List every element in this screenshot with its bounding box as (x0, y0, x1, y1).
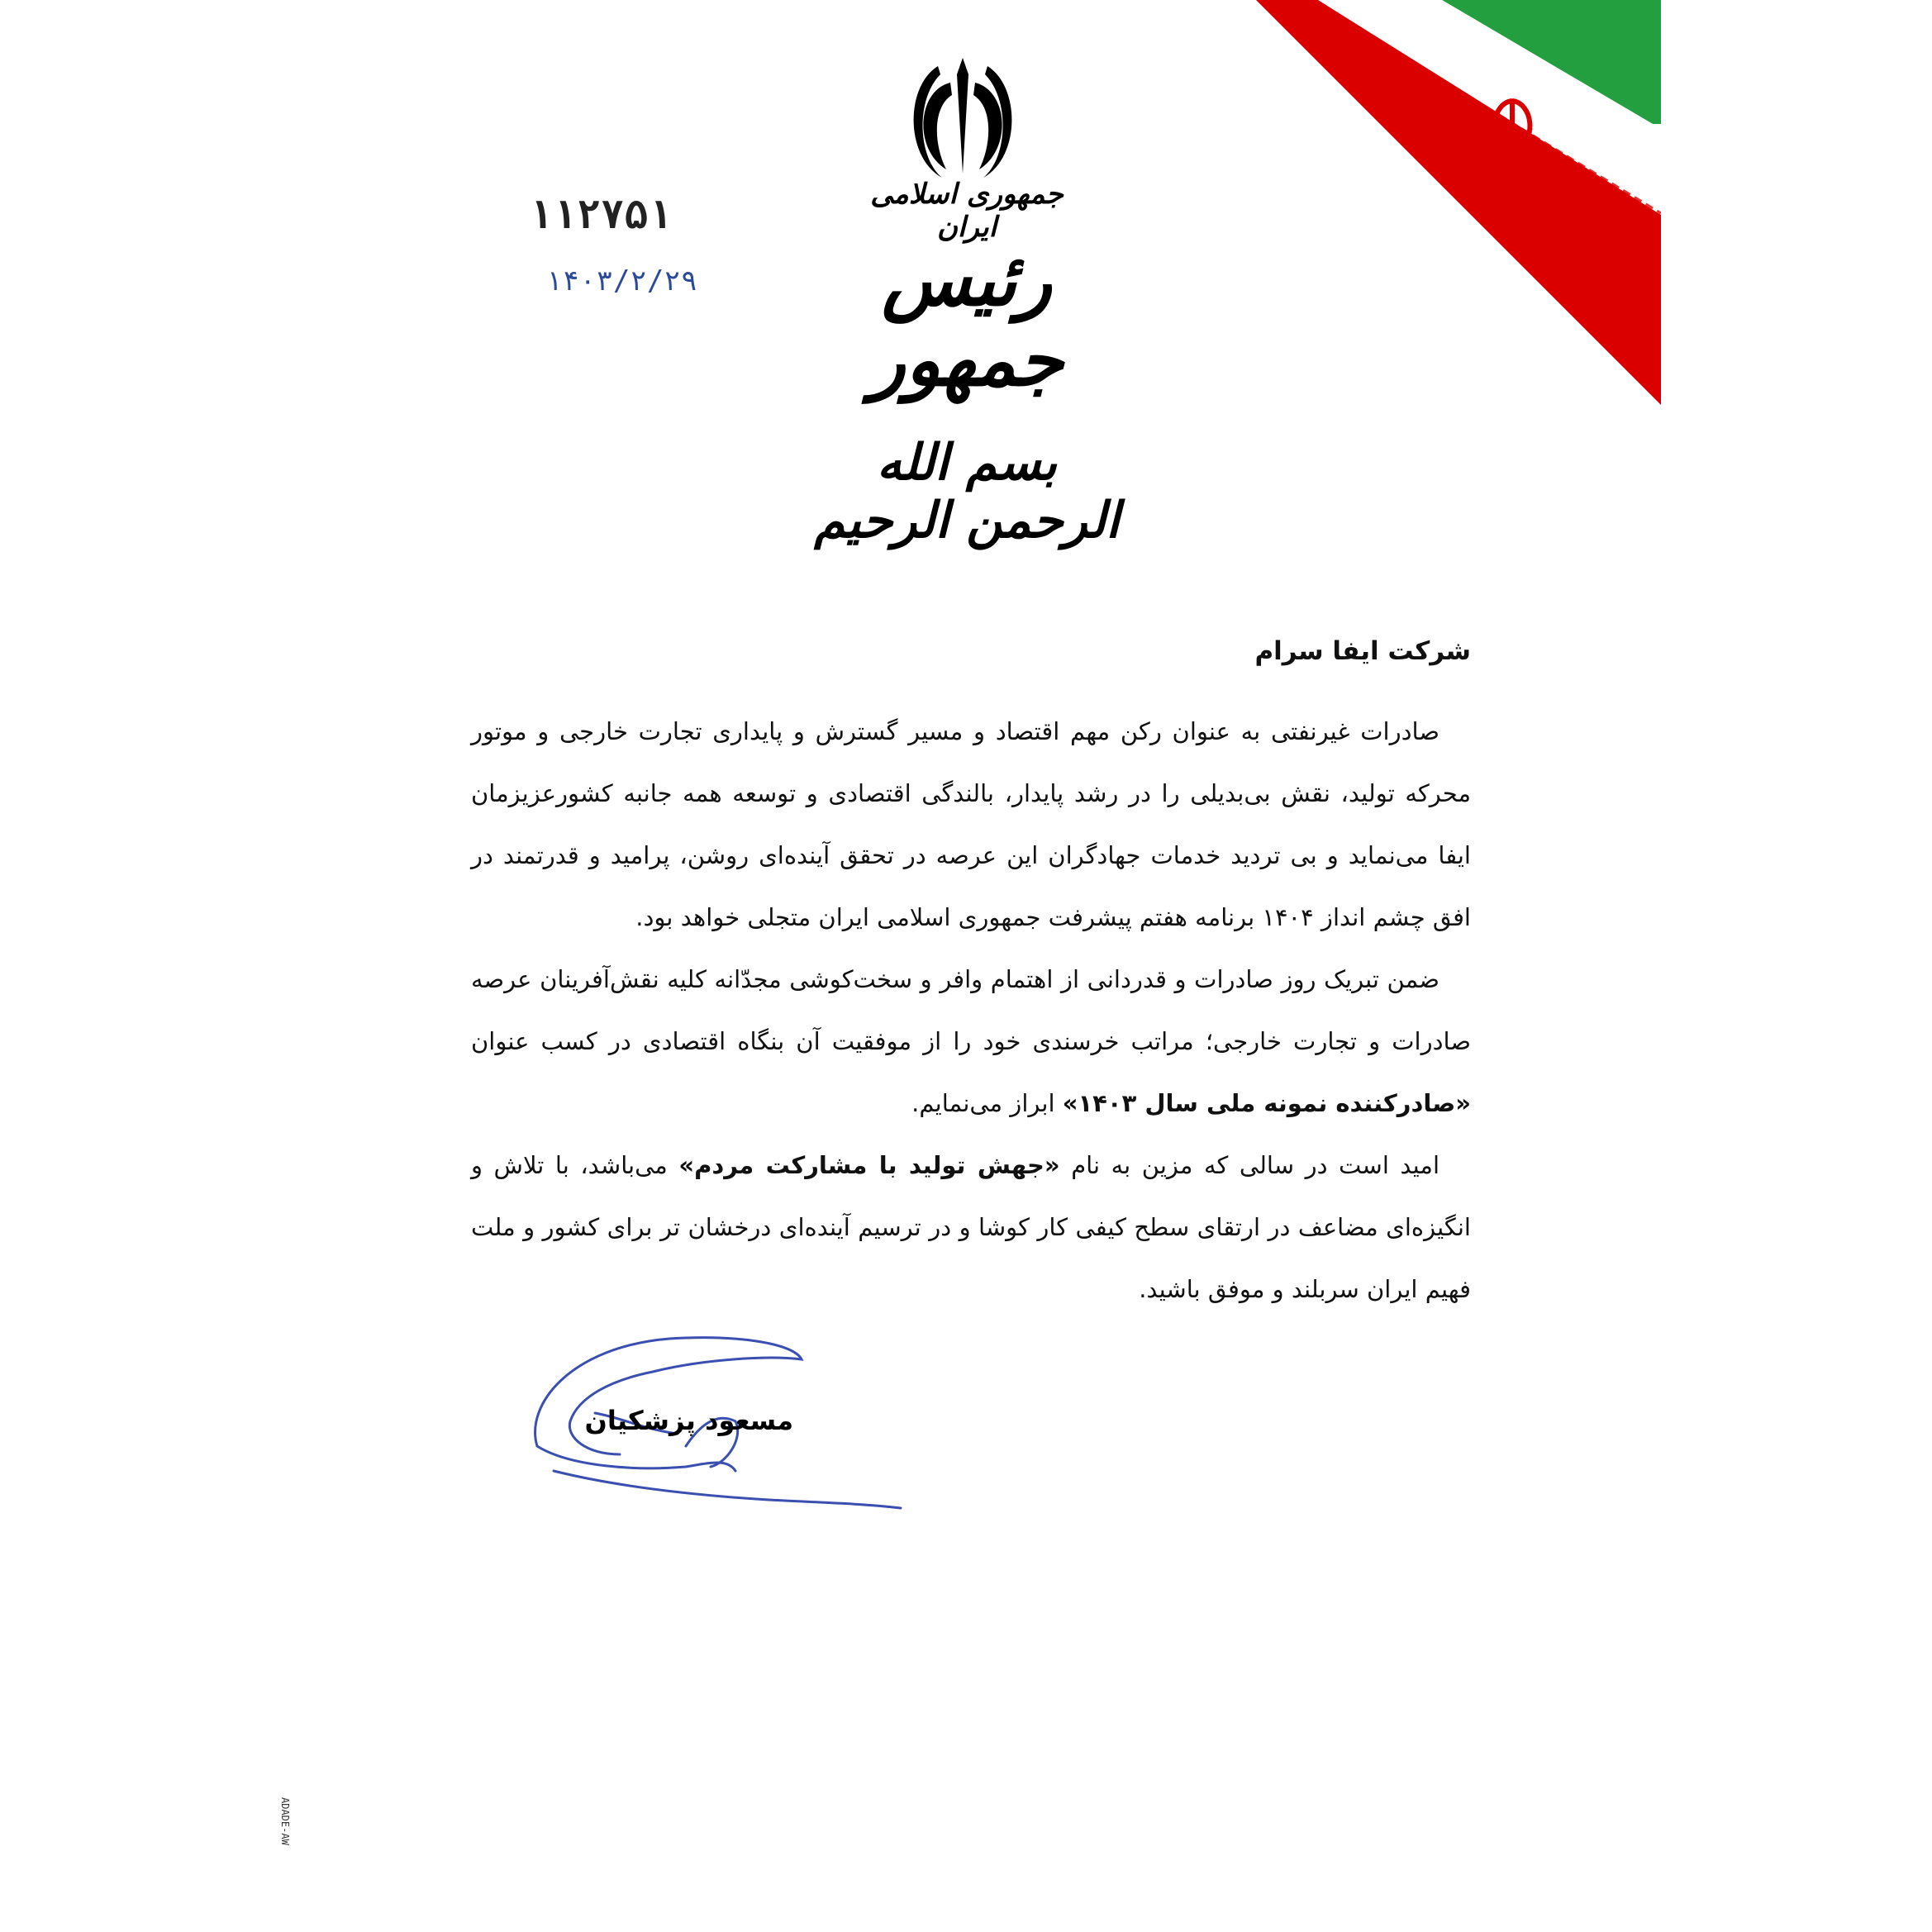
paragraph-2-closing: ابراز می‌نمایم. (911, 1089, 1055, 1117)
letter-number: ۱۱۲۷۵۱ (529, 192, 673, 238)
paragraph-2-award-title: «صادرکننده نمونه ملی سال ۱۴۰۳» (1062, 1089, 1471, 1117)
paragraph-3-closing: می‌باشد، با تلاش و انگیزه‌ای مضاعف در ارتقای سطح کیفی کار کوشا و در ترسیم آینده‌ای درخشان تر برای کشور و ملت فهیم ایران سربلند و موفق باشید. (471, 1151, 1471, 1303)
paragraph-2 (471, 949, 1471, 1135)
basmala-calligraphy: بسم الله الرحمن الرحیم (814, 434, 1120, 550)
paragraph-3 (471, 1135, 1471, 1321)
paragraph-3-year-slogan: «جهش تولید با مشارکت مردم» (678, 1151, 1060, 1179)
signer-name: مسعود پزشکیان (584, 1405, 793, 1436)
recipient-heading: شرکت ایفا سرام (1254, 636, 1471, 666)
iran-flag-ribbon (1240, 0, 1661, 405)
header-office-title: رئیس جمهور (870, 236, 1064, 402)
footer-code: ADADE-AW (279, 1797, 291, 1845)
paragraph-3-text: امید است در سالی که مزین به نام (1071, 1151, 1439, 1179)
letter-date: ۱۴۰۳/۲/۲۹ (545, 264, 698, 297)
paragraph-2-text: ضمن تبریک روز صادرات و قدردانی از اهتمام وافر و سخت‌کوشی مجدّانه کلیه نقش‌آفرینان عرصه صادرات و تجارت خارجی؛ مراتب خرسندی خود را از موفقیت آن بنگاه اقتصادی در کسب عنوان (471, 965, 1471, 1055)
header-country: جمهوری اسلامی ایران (870, 178, 1064, 244)
paragraph-1: صادرات غیرنفتی به عنوان رکن مهم اقتصاد و مسیر گسترش و پایداری تجارت خارجی و موتور محرکه تولید، نقش بی‌بدیلی را در رشد پایدار، بالندگی اقتصادی و توسعه همه جانبه کشورعزیزمان ایفا می‌نماید و بی تردید خدمات جهادگران این عرصه در تحقق آینده‌ای روشن، پرامید و قدرتمند در افق چشم انداز ۱۴۰۴ برنامه هفتم پیشرفت جمهوری اسلامی ایران متجلی خواهد بود. (471, 717, 1471, 931)
letter-body (471, 636, 1471, 1321)
emblem-icon (901, 50, 1025, 182)
